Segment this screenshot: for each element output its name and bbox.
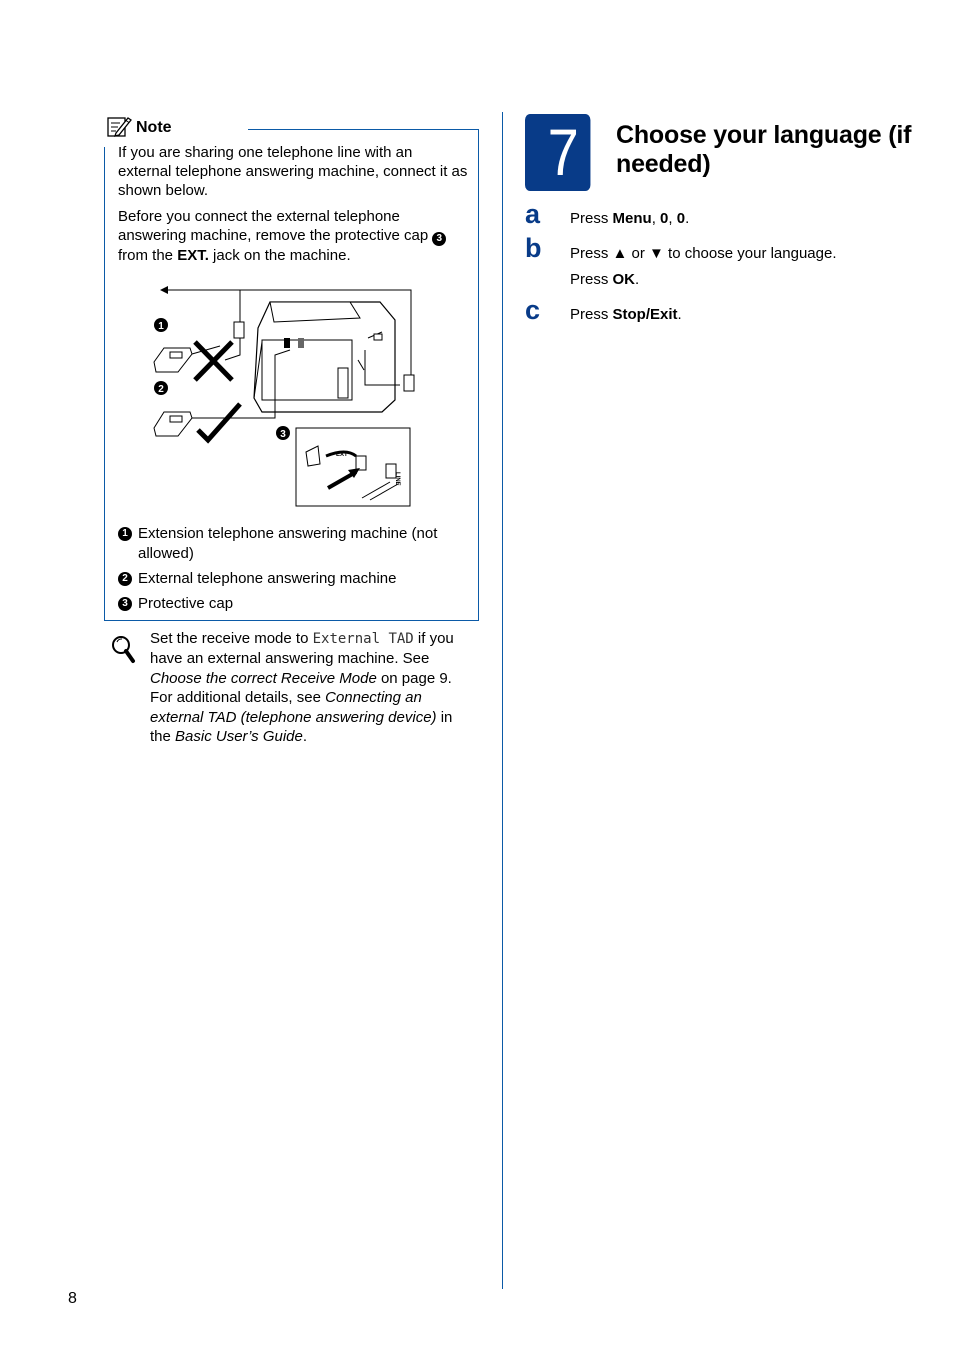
legend-text-1: Extension telephone answering machine (not allowed) bbox=[138, 525, 438, 562]
substep-a-post: . bbox=[685, 210, 690, 227]
page-number: 8 bbox=[68, 1290, 77, 1307]
substep-c-pre: Press bbox=[570, 306, 613, 323]
substep-a-sep-1: , bbox=[651, 210, 661, 227]
note-paragraph-1: If you are sharing one telephone line with an external telephone answering machine, connect it as shown below. bbox=[118, 144, 468, 199]
column-divider bbox=[502, 112, 503, 1289]
tip-reference-1: Choose the correct Receive Mode bbox=[150, 669, 377, 687]
tip-text-1: Set the receive mode to bbox=[150, 630, 313, 647]
connection-diagram bbox=[150, 280, 415, 514]
tip-text bbox=[150, 629, 470, 746]
note-p2-text-mid: from the bbox=[118, 247, 178, 264]
stop-exit-key: Stop/Exit bbox=[612, 306, 678, 323]
ok-key: OK bbox=[612, 271, 636, 288]
substep-c-post: . bbox=[677, 306, 682, 323]
substep-b-line-1: Press ▲ or ▼ to choose your language. bbox=[570, 245, 837, 262]
substep-b-pre: Press bbox=[570, 271, 613, 288]
tip-text-3: on page 9. For additional details, see bbox=[150, 669, 452, 707]
substep-b-post: . bbox=[635, 271, 640, 288]
substep-a-sep-2: , bbox=[668, 210, 677, 227]
callout-3-badge: 3 bbox=[432, 232, 446, 246]
step-title: Choose your language (if needed) bbox=[616, 121, 912, 178]
step-number-box bbox=[525, 114, 590, 191]
legend-badge-1: 1 bbox=[118, 527, 132, 541]
magnifier-icon bbox=[110, 634, 136, 668]
key-0-first: 0 bbox=[660, 210, 669, 227]
substep-a-pre: Press bbox=[570, 210, 613, 227]
legend-badge-2: 2 bbox=[118, 572, 132, 586]
tip-reference-2: Connecting an external TAD (telephone answering device) bbox=[150, 689, 437, 726]
diagram-line-label: LINE bbox=[394, 472, 400, 486]
tip-text-2: if you have an external answering machine. See bbox=[150, 630, 454, 668]
substep-a-text bbox=[570, 206, 689, 232]
step-number: 7 bbox=[547, 115, 579, 189]
diagram-callout-2: 2 bbox=[158, 384, 164, 395]
ext-jack-label: EXT. bbox=[177, 247, 209, 264]
tip-text-5: . bbox=[302, 728, 308, 746]
note-paragraph-2 bbox=[118, 207, 468, 265]
legend-item bbox=[118, 569, 468, 589]
note-box-top-rule bbox=[248, 129, 479, 130]
legend-item bbox=[118, 594, 468, 614]
answering-machine-2-icon bbox=[154, 412, 192, 436]
tip-text-4: in the bbox=[150, 708, 453, 746]
note-p2-text-end: jack on the machine. bbox=[208, 247, 351, 264]
diagram-callout-3: 3 bbox=[280, 429, 286, 440]
diagram-legend bbox=[118, 524, 468, 619]
note-pencil-icon bbox=[106, 114, 132, 142]
substep-c-text bbox=[570, 302, 682, 328]
menu-key: Menu bbox=[612, 210, 652, 227]
legend-text-2: External telephone answering machine bbox=[138, 570, 397, 587]
note-p2-text: Before you connect the external telephone answering machine, remove the protective cap bbox=[118, 208, 433, 244]
key-0-second: 0 bbox=[676, 210, 686, 227]
diagram-ext-label: EXT bbox=[336, 452, 348, 458]
legend-text-3: Protective cap bbox=[138, 595, 234, 612]
substep-letter-b: b bbox=[525, 233, 542, 263]
substep-b-line-2 bbox=[570, 267, 639, 293]
guide-title: Basic User’s Guide bbox=[175, 728, 303, 746]
note-header bbox=[106, 114, 172, 142]
legend-item bbox=[118, 524, 468, 564]
note-title: Note bbox=[136, 119, 172, 136]
diagram-callout-1: 1 bbox=[158, 321, 164, 332]
substep-letter-a: a bbox=[525, 199, 541, 229]
substep-letter-c: c bbox=[525, 295, 541, 325]
legend-badge-3: 3 bbox=[118, 597, 132, 611]
receive-mode-value: External TAD bbox=[312, 631, 414, 647]
